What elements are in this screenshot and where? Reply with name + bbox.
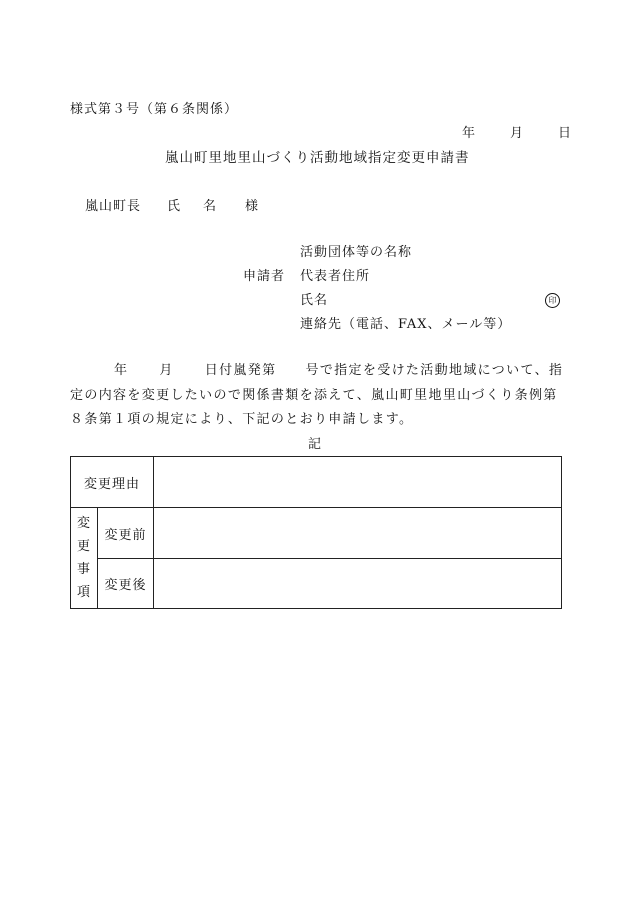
date-line bbox=[462, 126, 572, 142]
reason-value-cell[interactable] bbox=[154, 457, 562, 508]
change-matters-char-3: 事 bbox=[76, 562, 91, 577]
addressee bbox=[85, 199, 259, 215]
date-day-label: 日 bbox=[558, 126, 573, 141]
name-label: 氏名 bbox=[300, 293, 329, 308]
change-matters-label bbox=[71, 508, 98, 609]
rep-address-label: 代表者住所 bbox=[300, 269, 371, 284]
addressee-office: 嵐山町長 bbox=[85, 199, 142, 214]
body-year: 年 bbox=[114, 363, 129, 378]
contact-label: 連絡先（電話、FAX、メール等） bbox=[300, 317, 512, 332]
before-value-cell[interactable] bbox=[154, 508, 562, 559]
date-year-label: 年 bbox=[462, 126, 477, 141]
document-title: 嵐山町里地里山づくり活動地域指定変更申請書 bbox=[165, 150, 470, 166]
body-ref-suffix: 号で指定を受けた活動地域について、指 bbox=[305, 363, 564, 378]
form-number: 様式第３号（第６条関係） bbox=[70, 102, 239, 117]
after-row bbox=[71, 559, 562, 609]
addressee-name-label-2: 名 bbox=[203, 199, 218, 214]
reason-label: 変更理由 bbox=[71, 457, 154, 508]
body-line-1 bbox=[70, 359, 564, 384]
before-label: 変更前 bbox=[98, 508, 154, 559]
body-ref-prefix: 日付嵐発第 bbox=[204, 363, 277, 378]
change-matters-char-1: 変 bbox=[76, 516, 91, 531]
after-value-cell[interactable] bbox=[154, 559, 562, 609]
addressee-name-label-1: 氏 bbox=[167, 199, 182, 214]
reason-row bbox=[71, 457, 562, 508]
seal-mark: 印 bbox=[545, 293, 560, 308]
change-matters-char-4: 項 bbox=[76, 585, 91, 600]
date-month-label: 月 bbox=[510, 126, 525, 141]
after-label: 変更後 bbox=[98, 559, 154, 609]
body-paragraph bbox=[70, 359, 564, 433]
body-line-3: ８条第１項の規定により、下記のとおり申請します。 bbox=[70, 412, 414, 427]
change-matters-char-2: 更 bbox=[76, 539, 91, 554]
before-row bbox=[71, 508, 562, 559]
addressee-honorific: 様 bbox=[245, 199, 260, 214]
ki-heading: 記 bbox=[308, 437, 323, 452]
body-line-2: 定の内容を変更したいので関係書類を添えて、嵐山町里地里山づくり条例第 bbox=[70, 387, 558, 403]
change-table bbox=[70, 456, 562, 609]
org-name-label: 活動団体等の名称 bbox=[300, 245, 413, 260]
body-month: 月 bbox=[159, 363, 174, 378]
applicant-label: 申請者 bbox=[243, 269, 286, 284]
